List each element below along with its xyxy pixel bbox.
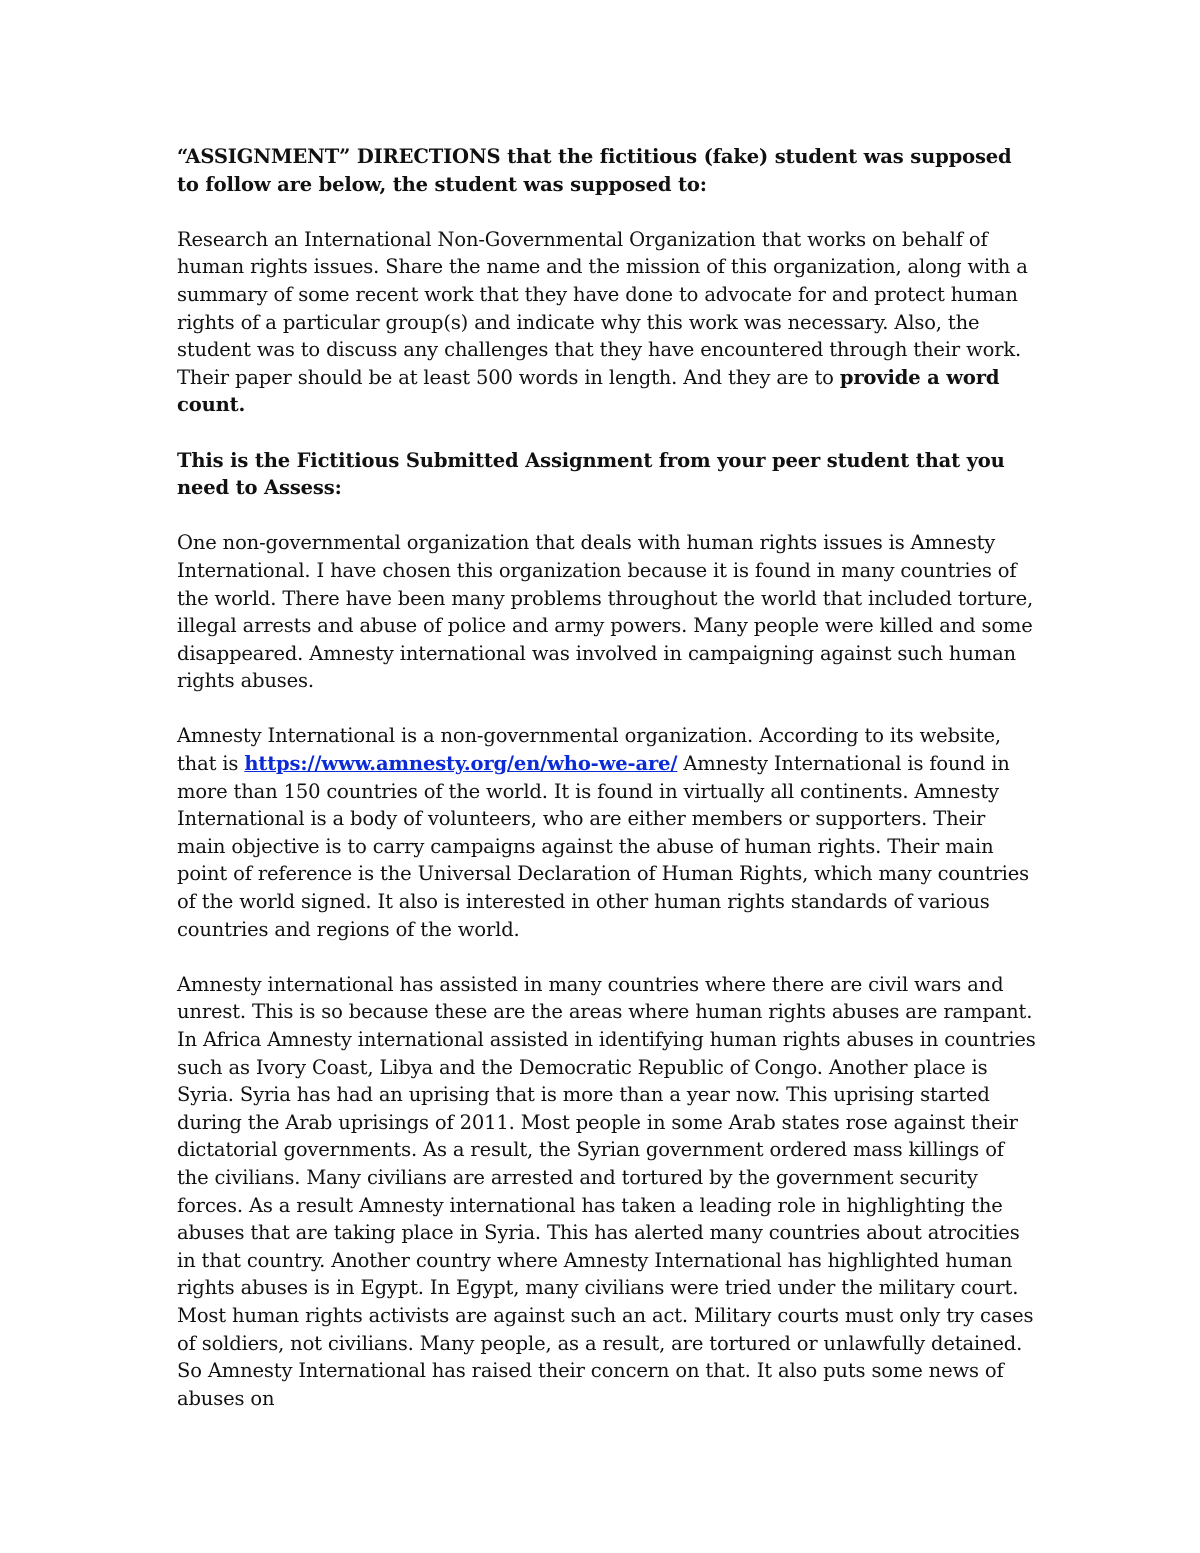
amnesty-website-link[interactable]: https://www.amnesty.org/en/who-we-are/ <box>244 752 678 776</box>
essay-paragraph-1: One non-governmental organization that deals with human rights issues is Amnesty International. I have chosen this organization because it is found in many countries of the world. There have been many problems throughout the world that included torture, illegal arrests and abuse of police and army powers. Many people were killed and some disappeared. Amnesty international was involved in campaigning against such human rights abuses. <box>177 531 1034 693</box>
directions-heading: “ASSIGNMENT” DIRECTIONS that the fictitious (fake) student was supposed to follow are below, the student was supposed to: <box>177 145 1012 196</box>
directions-text: Research an International Non-Governmental Organization that works on behalf of human rights issues. Share the name and the mission of this organization, along with a summary of some recent work that they have done to advocate for and protect human rights of a particular group(s) and indicate why this work was necessary. Also, the student was to discuss any challenges that they have encountered through their work. Their paper should be at least 500 words in length. And they are to <box>177 227 1028 389</box>
document-body <box>177 143 1037 1440</box>
paragraph-2-body: Amnesty International is found in more than 150 countries of the world. It is found in virtually all continents. Amnesty International is a body of volunteers, who are either members or supporters. Their main objective is to carry campaigns against the abuse of human rights. Their main point of reference is the Universal Declaration of Human Rights, which many countries of the world signed. It also is interested in other human rights standards of various countries and regions of the world. <box>177 752 1029 941</box>
word-count-requirement: provide a word count. <box>177 365 1000 417</box>
essay-paragraph-2 <box>177 722 1037 943</box>
assess-heading: This is the Fictitious Submitted Assignment from your peer student that you need to Assess: <box>177 448 1005 500</box>
essay-paragraph-3: Amnesty international has assisted in many countries where there are civil wars and unrest. This is so because these are the areas where human rights abuses are rampant. In Africa Amnesty international assisted in identifying human rights abuses in countries such as Ivory Coast, Libya and the Democratic Republic of Congo. Another place is Syria. Syria has had an uprising that is more than a year now. This uprising started during the Arab uprisings of 2011. Most people in some Arab states rose against their dictatorial governments. As a result, the Syrian government ordered mass killings of the civilians. Many civilians are arrested and tortured by the government security forces. As a result Amnesty international has taken a leading role in highlighting the abuses that are taking place in Syria. This has alerted many countries about atrocities in that country. Another country where Amnesty International has highlighted human rights abuses is in Egypt. In Egypt, many civilians were tried under the military court. Most human rights activists are against such an act. Military courts must only try cases of soldiers, not civilians. Many people, as a result, are tortured or unlawfully detained. So Amnesty International has raised their concern on that. It also puts some news of abuses on <box>177 972 1036 1410</box>
paragraph-2-intro: Amnesty International is a non-governmental organization. According to its website, that is <box>177 724 1001 776</box>
directions-paragraph <box>177 226 1037 419</box>
